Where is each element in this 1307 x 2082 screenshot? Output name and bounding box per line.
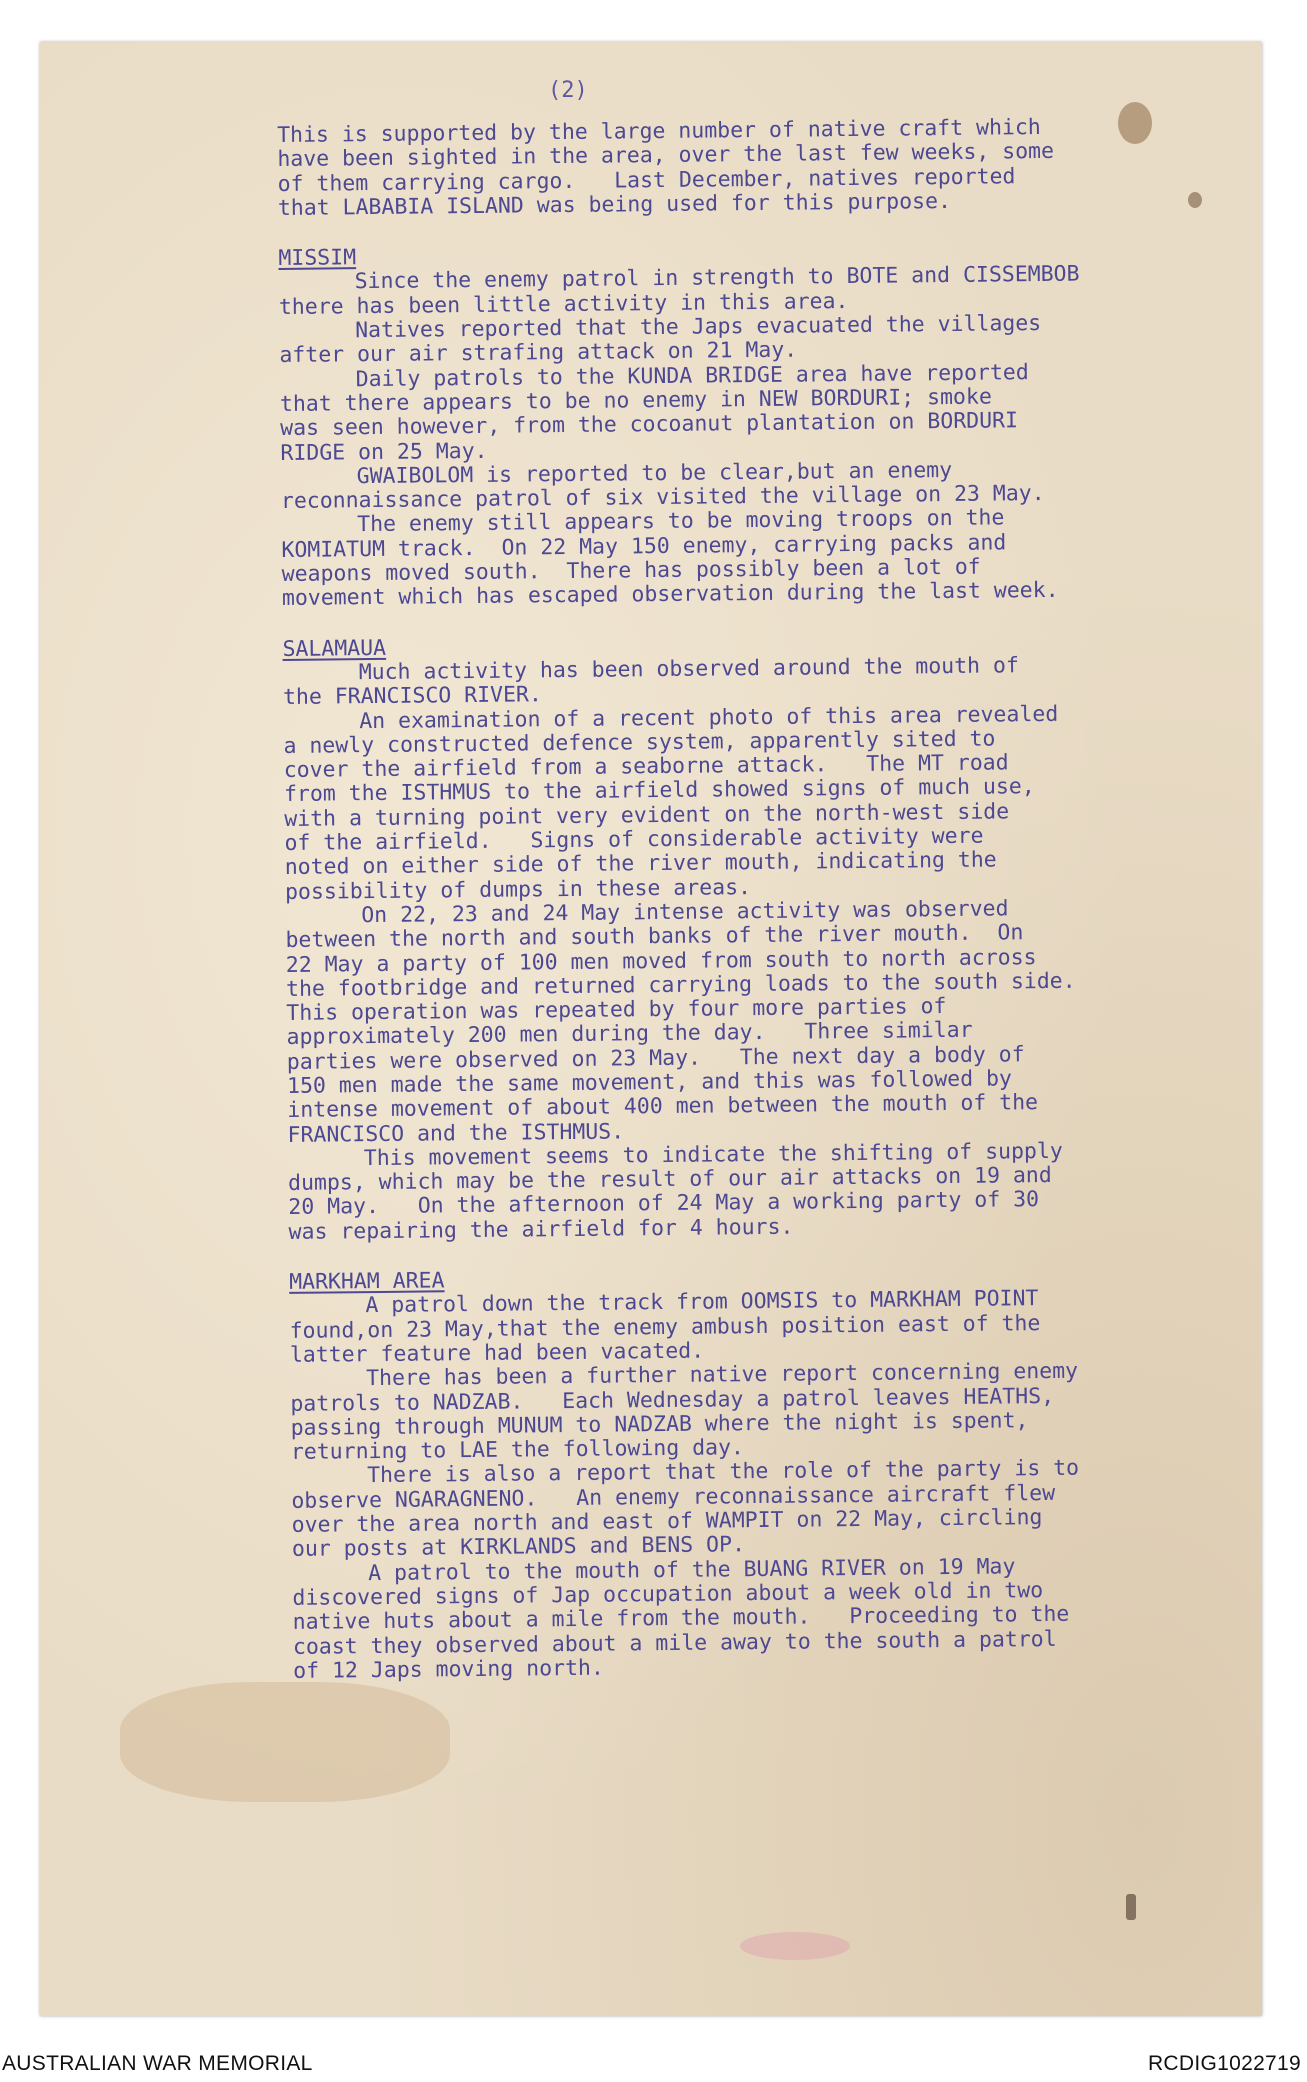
text-line: our posts at KIRKLANDS and BENS OP.	[291, 1532, 746, 1563]
text-line: Much activity has been observed around the mouth of	[358, 653, 1020, 686]
text-line: reconnaissance patrol of six visited the village on 23 May.	[280, 481, 1045, 515]
text-line: with a turning point very evident on the north-west side	[284, 799, 1010, 832]
text-line: noted on either side of the river mouth, indicating the	[284, 847, 997, 881]
section-heading: SALAMAUA	[282, 635, 387, 662]
text-line: This movement seems to indicate the shifting of supply	[363, 1138, 1063, 1172]
text-line: approximately 200 men during the day. Three similar	[286, 1018, 973, 1051]
text-line: Natives reported that the Japs evacuated the villages	[355, 311, 1042, 344]
text-line: GWAIBOLOM is reported to be clear,but an enemy	[356, 457, 953, 490]
text-line: there has been little activity in this area.	[278, 288, 849, 320]
paragraph	[289, 1261, 1233, 1684]
text-line: that LABABIA ISLAND was being used for this purpose.	[277, 188, 952, 221]
text-line: returning to LAE the following day.	[290, 1435, 745, 1466]
section-heading: MARKHAM AREA	[289, 1268, 445, 1295]
text-line: parties were observed on 23 May. The next day a body of	[286, 1041, 1025, 1075]
text-line: There is also a report that the role of the party is to	[367, 1456, 1080, 1489]
text-line: of the airfield. Signs of considerable activity were	[284, 823, 984, 856]
text-line: was repairing the airfield for 4 hours.	[288, 1214, 794, 1245]
text-line: over the area north and east of WAMPIT on 22 May, circling	[291, 1505, 1043, 1538]
text-line: RIDGE on 25 May.	[280, 438, 488, 466]
text-line: of them carrying cargo. Last December, natives reported	[277, 163, 1016, 197]
text-line: cover the airfield from a seaborne attack. The MT road	[283, 750, 1009, 784]
text-line: a newly constructed defence system, apparently sited to	[283, 726, 996, 759]
text-line: KOMIATUM track. On 22 May 150 enemy, carrying packs and	[281, 530, 1007, 563]
text-line: found,on 23 May,that the enemy ambush position east of the	[289, 1310, 1041, 1344]
text-line: from the ISTHMUS to the airfield showed signs of much use,	[283, 774, 1035, 808]
text-line: Since the enemy patrol in strength to BOTE and CISSEMBOB	[354, 262, 1080, 295]
text-line: dumps, which may be the result of our air attacks on 19 and	[287, 1163, 1052, 1197]
text-line: On 22, 23 and 24 May intense activity was observed	[361, 896, 1009, 929]
text-line: have been sighted in the area, over the last few weeks, some	[277, 139, 1055, 173]
text-line: observe NGARAGNENO. An enemy reconnaissance aircraft flew	[291, 1480, 1056, 1514]
paragraph	[282, 628, 1228, 1245]
footer-institution: AUSTRALIAN WAR MEMORIAL	[2, 2052, 313, 2075]
section-heading: MISSIM	[278, 245, 357, 272]
text-line: movement which has escaped observation during the last week.	[281, 578, 1059, 612]
text-line: A patrol to the mouth of the BUANG RIVER on 19 May	[368, 1553, 1016, 1586]
text-line: that there appears to be no enemy in NEW BORDURI; smoke	[279, 384, 992, 417]
text-line: latter feature had been vacated.	[289, 1338, 705, 1368]
text-line: the footbridge and returned carrying loads to the south side.	[285, 968, 1076, 1002]
paragraph	[278, 237, 1222, 611]
text-line: 20 May. On the afternoon of 24 May a working party of 30	[288, 1187, 1040, 1221]
text-line: coast they observed about a mile away to the south a patrol	[292, 1626, 1057, 1660]
bleed-through-mark	[740, 1932, 850, 1960]
ink-mark	[1126, 1894, 1136, 1920]
text-line: 22 May a party of 100 men moved from south to north across	[285, 944, 1037, 978]
text-line: A patrol down the track from OOMSIS to MARKHAM POINT	[365, 1286, 1039, 1319]
text-line: the FRANCISCO RIVER.	[282, 682, 543, 711]
page-number: (2)	[548, 78, 588, 103]
text-line: was seen however, from the cocoanut plantation on BORDURI	[280, 408, 1019, 442]
text-line: discovered signs of Jap occupation about a week old in two	[292, 1577, 1044, 1611]
text-line: intense movement of about 400 men between the mouth of the	[287, 1090, 1039, 1124]
text-line: possibility of dumps in these areas.	[284, 874, 752, 905]
text-line: passing through MUNUM to NADZAB where the night is spent,	[290, 1408, 1029, 1441]
text-line: between the north and south banks of the river mouth. On	[285, 920, 1024, 954]
text-line: This is supported by the large number of native craft which	[276, 115, 1041, 148]
text-line: patrols to NADZAB. Each Wednesday a patrol leaves HEATHS,	[290, 1383, 1055, 1417]
text-line: native huts about a mile from the mouth. Proceeding to the	[292, 1602, 1070, 1636]
paragraph	[277, 114, 1218, 221]
text-line: after our air strafing attack on 21 May.	[279, 337, 798, 369]
document-body	[277, 114, 1234, 1710]
footer-record-id: RCDIG1022719	[1147, 2052, 1301, 2075]
text-line: weapons moved south. There has possibly been a lot of	[281, 554, 981, 588]
text-line: This operation was repeated by four more parties of	[286, 994, 947, 1027]
text-line: FRANCISCO and the ISTHMUS.	[287, 1118, 625, 1148]
text-line: There has been a further native report concerning enemy	[366, 1358, 1079, 1392]
text-line: 150 men made the same movement, and this was followed by	[286, 1066, 1013, 1099]
text-line: of 12 Japs moving north.	[293, 1655, 604, 1684]
text-line: The enemy still appears to be moving troops on the	[357, 505, 1005, 538]
text-line: An examination of a recent photo of this area revealed	[359, 701, 1059, 734]
text-line: Daily patrols to the KUNDA BRIDGE area have reported	[355, 359, 1029, 392]
